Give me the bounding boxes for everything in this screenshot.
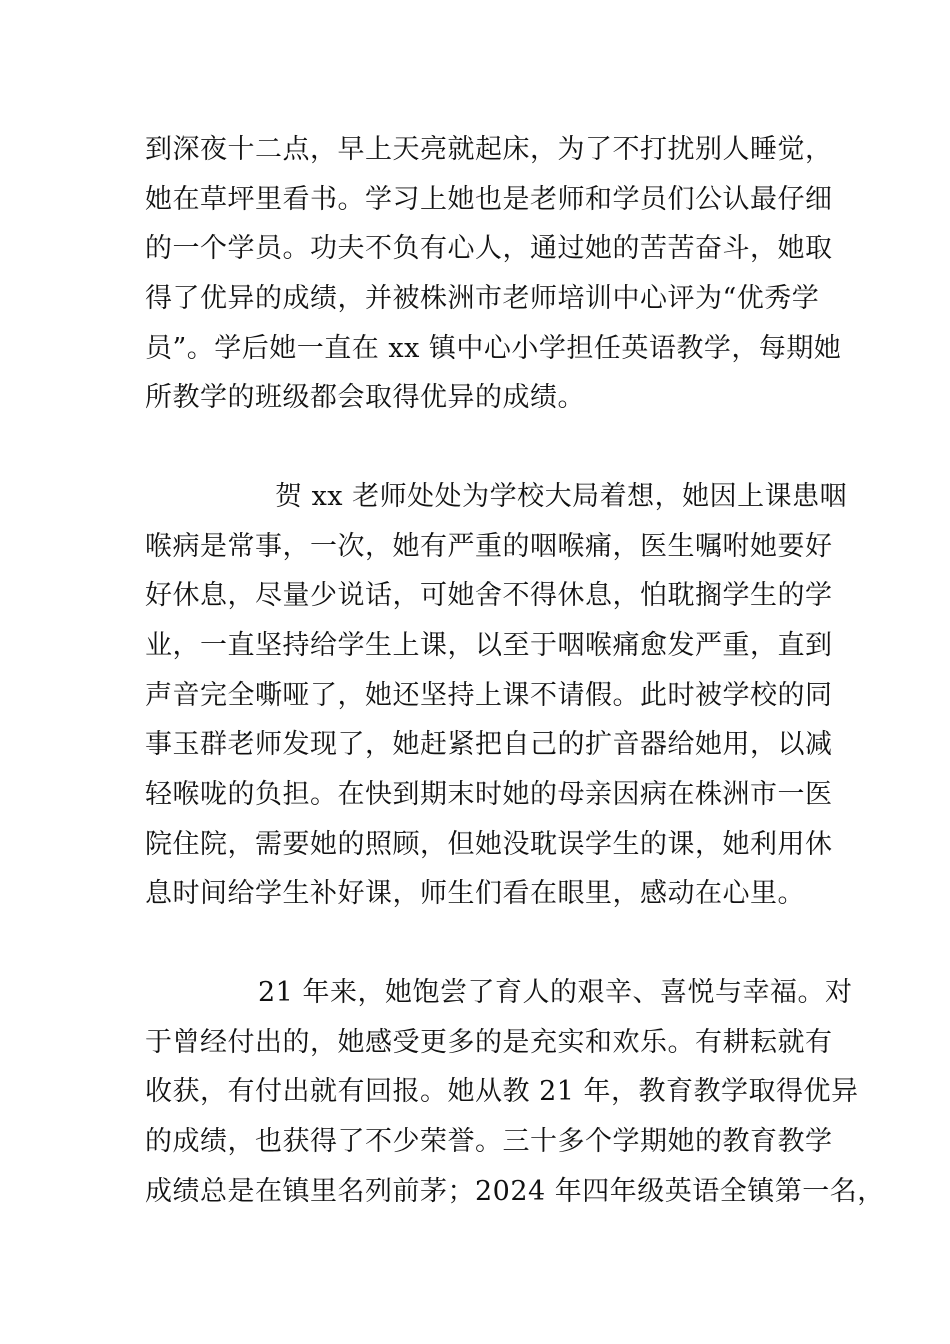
text-line: 好休息，尽量少说话，可她舍不得休息，怕耽搁学生的学 xyxy=(145,580,833,611)
text-line: 成绩总是在镇里名列前茅；2024 年四年级英语全镇第一名， xyxy=(145,1176,885,1207)
text-line: 贺 xx 老师处处为学校大局着想，她因上课患咽 xyxy=(275,481,848,512)
text-line: 业，一直坚持给学生上课，以至于咽喉痛愈发严重，直到 xyxy=(145,630,833,661)
text-line: 于曾经付出的，她感受更多的是充实和欢乐。有耕耘就有 xyxy=(145,1027,833,1058)
text-line: 院住院，需要她的照顾，但她没耽误学生的课，她利用休 xyxy=(145,829,833,860)
text-line: 到深夜十二点，早上天亮就起床，为了不打扰别人睡觉， xyxy=(145,134,833,165)
text-line: 所教学的班级都会取得优异的成绩。 xyxy=(145,382,585,413)
text-line: 员”。学后她一直在 xx 镇中心小学担任英语教学，每期她 xyxy=(145,333,842,364)
text-line: 她在草坪里看书。学习上她也是老师和学员们公认最仔细 xyxy=(145,184,833,215)
text-line: 喉病是常事，一次，她有严重的咽喉痛，医生嘱咐她要好 xyxy=(145,531,833,562)
text-line: 收获，有付出就有回报。她从教 21 年，教育教学取得优异 xyxy=(145,1076,859,1107)
text-line: 的成绩，也获得了不少荣誉。三十多个学期她的教育教学 xyxy=(145,1126,833,1157)
text-line: 21 年来，她饱尝了育人的艰辛、喜悦与幸福。对 xyxy=(258,977,853,1008)
text-line: 声音完全嘶哑了，她还坚持上课不请假。此时被学校的同 xyxy=(145,680,833,711)
text-line: 事玉群老师发现了，她赶紧把自己的扩音器给她用，以减 xyxy=(145,729,833,760)
text-line: 息时间给学生补好课，师生们看在眼里，感动在心里。 xyxy=(145,878,805,909)
text-line: 的一个学员。功夫不负有心人，通过她的苦苦奋斗，她取 xyxy=(145,233,833,264)
text-line: 轻喉咙的负担。在快到期末时她的母亲因病在株洲市一医 xyxy=(145,779,833,810)
text-line: 得了优异的成绩，并被株洲市老师培训中心评为“优秀学 xyxy=(145,283,820,314)
